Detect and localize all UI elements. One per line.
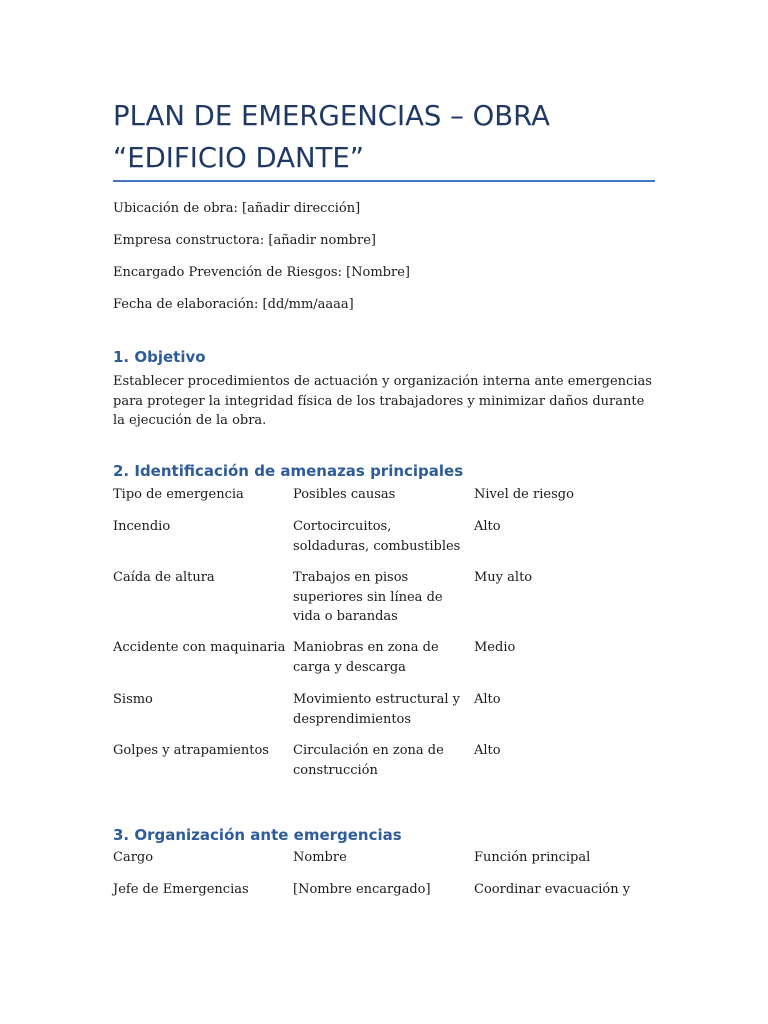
table-cell: Alto: [474, 692, 501, 707]
document-title: [113, 95, 673, 179]
title-line-2: “EDIFICIO DANTE”: [113, 142, 365, 174]
title-line-1: PLAN DE EMERGENCIAS – OBRA: [113, 100, 550, 132]
table-cell: Caída de altura: [113, 570, 215, 585]
table-cell: Incendio: [113, 519, 171, 534]
column-header: Nombre: [293, 850, 347, 865]
table-cell: Trabajos en pisos superiores sin línea de vida o barandas: [293, 570, 443, 624]
table-cell: Muy alto: [474, 570, 533, 585]
table-cell: Alto: [474, 743, 501, 758]
meta-fecha: Fecha de elaboración: [dd/mm/aaaa]: [113, 297, 354, 312]
title-divider: [113, 180, 655, 182]
meta-empresa: Empresa constructora: [añadir nombre]: [113, 233, 376, 248]
table-cell: Cortocircuitos, soldaduras, combustibles: [293, 519, 461, 554]
table-cell: [Nombre encargado]: [293, 882, 431, 897]
table-cell: Movimiento estructural y desprendimientos: [293, 692, 461, 727]
table-cell: Accidente con maquinaria: [113, 640, 286, 655]
section-1-body: Establecer procedimientos de actuación y organización interna ante emergencias para proteger la integridad física de los trabajadores y minimizar daños durante la ejecución de la obra.: [113, 374, 652, 428]
column-header: Posibles causas: [293, 487, 396, 502]
column-header: Función principal: [474, 850, 591, 865]
table-cell: Alto: [474, 519, 501, 534]
section-3-heading: 3. Organización ante emergencias: [113, 826, 402, 844]
table-cell: Sismo: [113, 692, 153, 707]
table-cell: Coordinar evacuación y: [474, 882, 631, 897]
column-header: Cargo: [113, 850, 154, 865]
meta-encargado: Encargado Prevención de Riesgos: [Nombre]: [113, 265, 410, 280]
table-cell: Golpes y atrapamientos: [113, 743, 269, 758]
table-cell: Jefe de Emergencias: [113, 882, 249, 897]
meta-ubicacion: Ubicación de obra: [añadir dirección]: [113, 201, 361, 216]
section-1-heading: 1. Objetivo: [113, 348, 206, 366]
section-2-heading: 2. Identificación de amenazas principales: [113, 462, 464, 480]
column-header: Tipo de emergencia: [113, 487, 244, 502]
table-cell: Maniobras en zona de carga y descarga: [293, 640, 439, 675]
column-header: Nivel de riesgo: [474, 487, 574, 502]
table-cell: Circulación en zona de construcción: [293, 743, 444, 778]
table-cell: Medio: [474, 640, 516, 655]
